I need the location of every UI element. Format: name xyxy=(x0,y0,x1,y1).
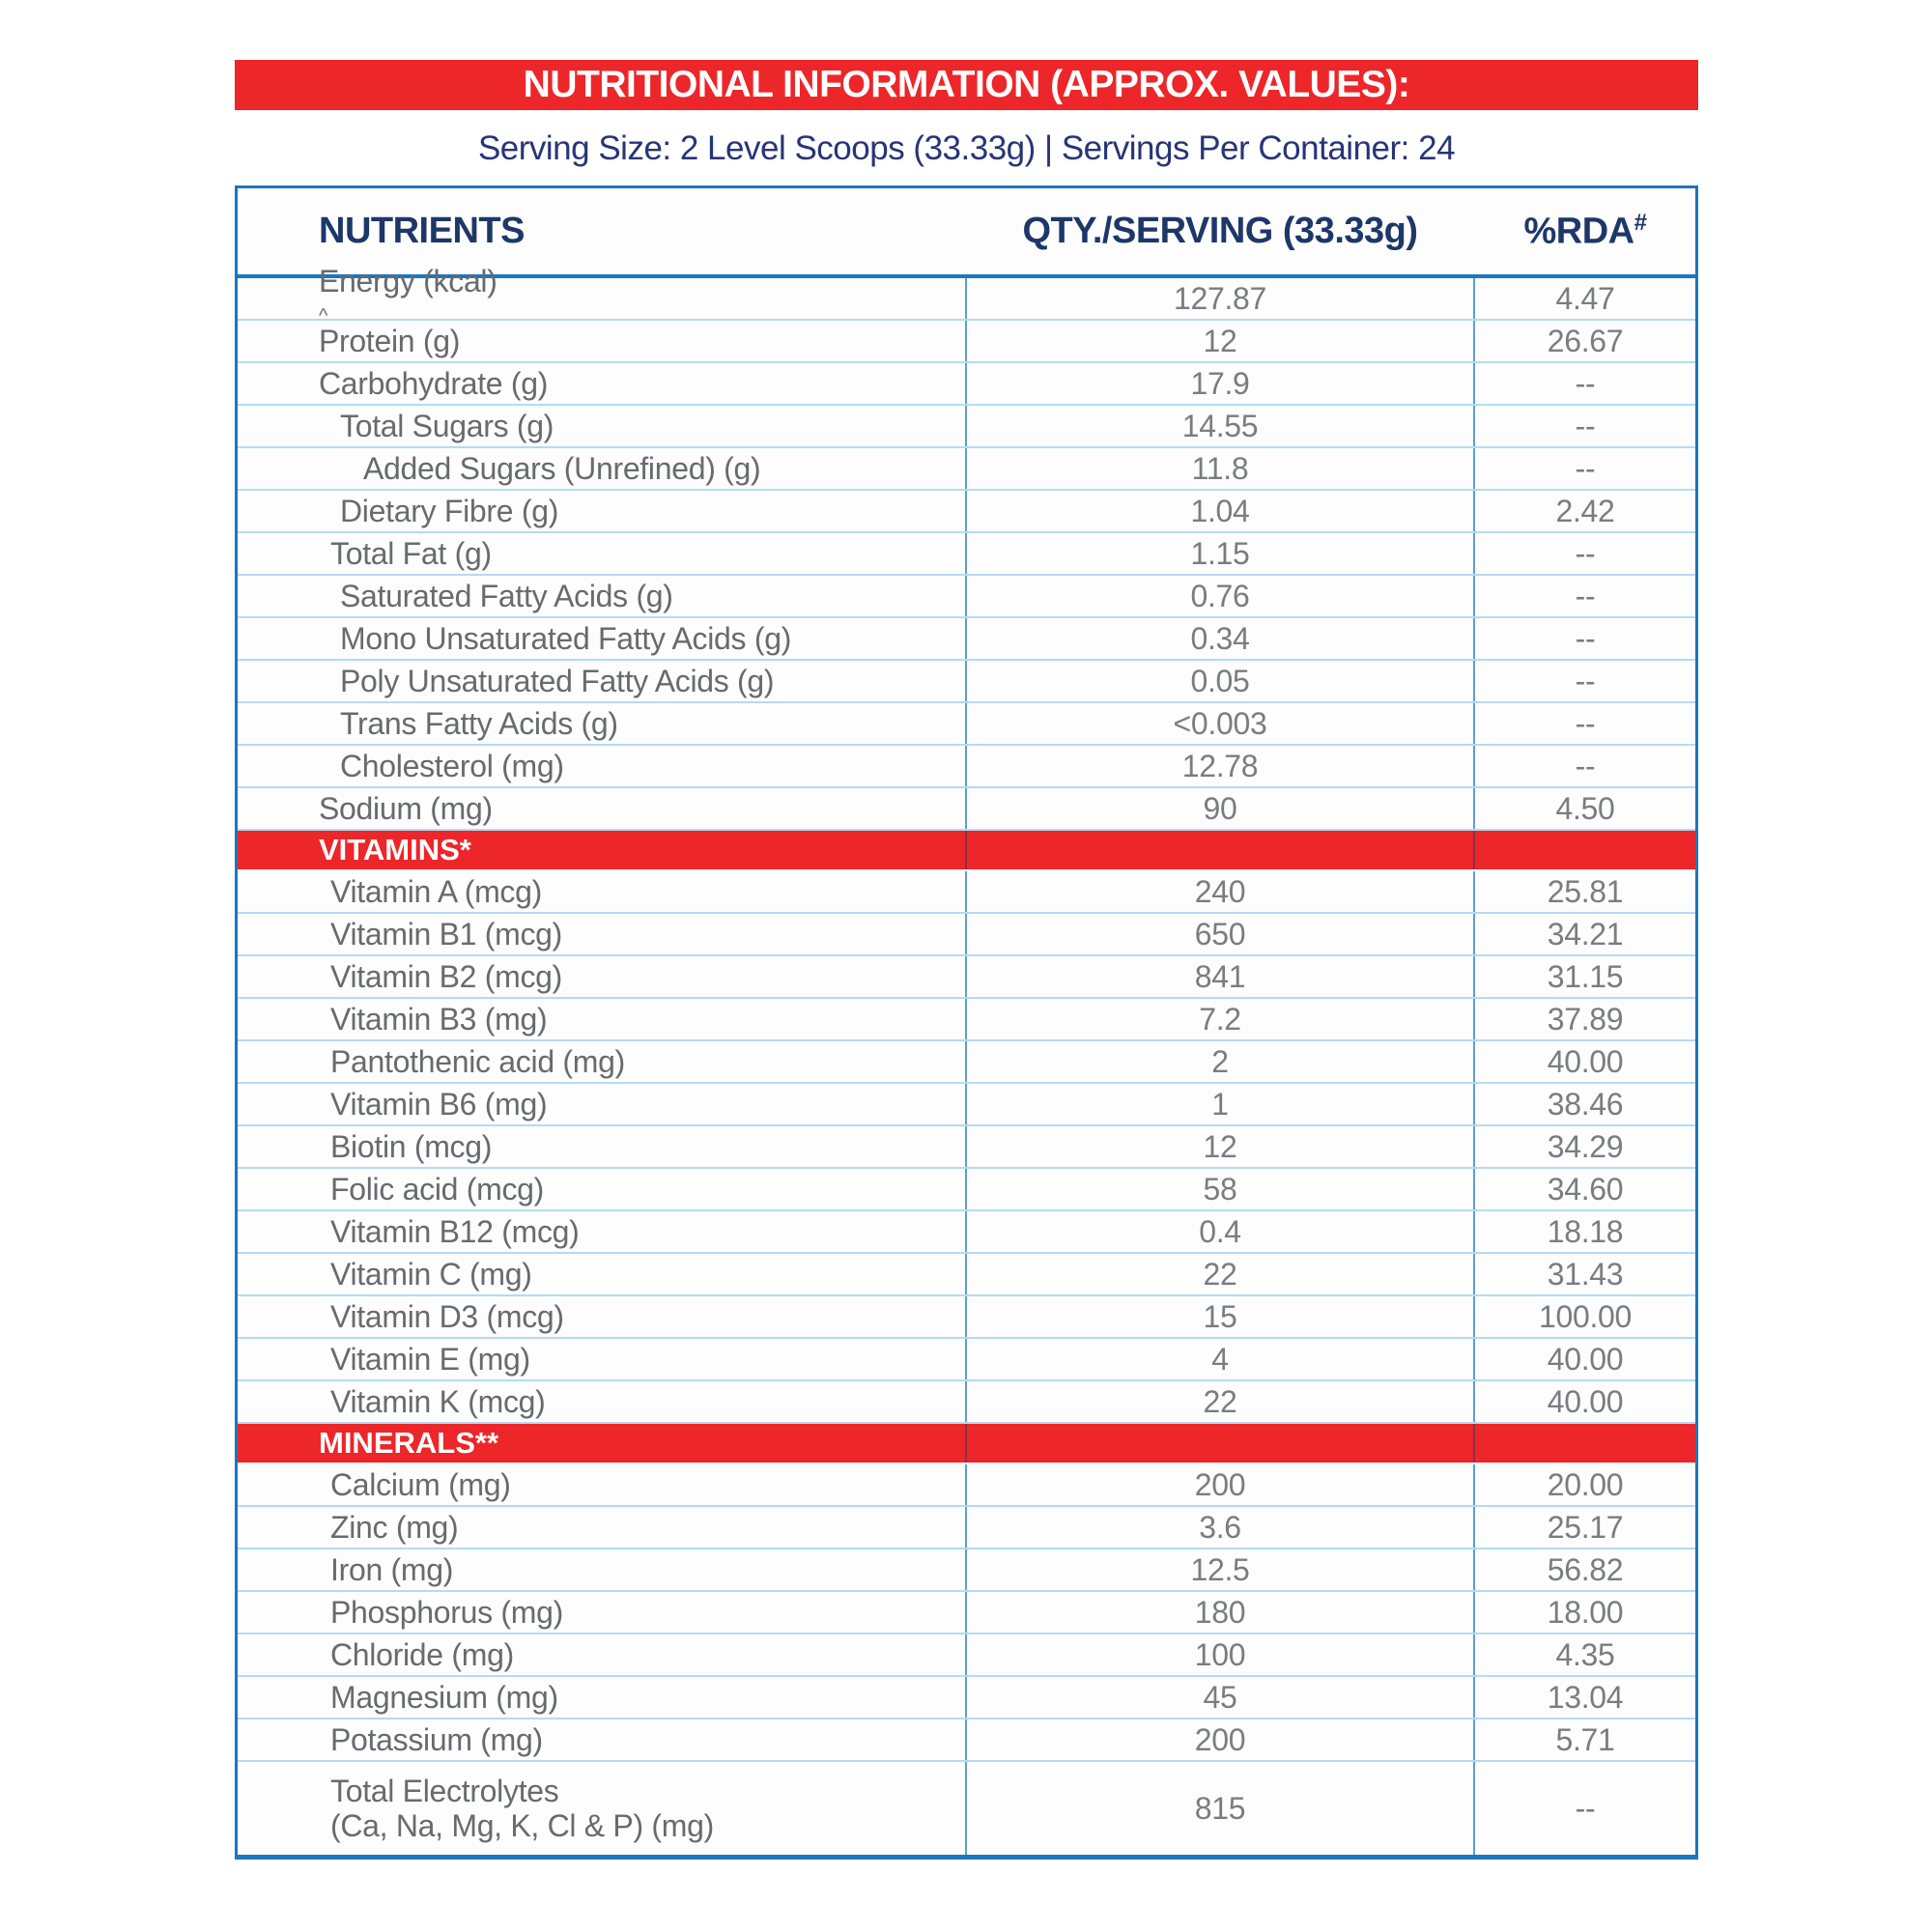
nutrient-name: Vitamin B3 (mg) xyxy=(330,1002,548,1037)
qty-per-serving-value: 7.2 xyxy=(965,999,1475,1039)
table-row xyxy=(238,406,1695,448)
qty-per-serving-value: 12 xyxy=(965,1126,1475,1167)
qty-per-serving-value xyxy=(965,831,1475,869)
table-row xyxy=(238,1719,1695,1762)
rda-percent-value: -- xyxy=(1575,535,1596,571)
nutrient-name: Sodium (mg) xyxy=(319,791,493,826)
nutrient-name: Chloride (mg) xyxy=(330,1637,514,1672)
rda-percent-value: 100.00 xyxy=(1538,1298,1633,1334)
table-row xyxy=(238,1507,1695,1549)
qty-per-serving-value: 1.04 xyxy=(965,491,1475,531)
nutrient-name: Total Fat (g) xyxy=(330,536,492,571)
section-title: VITAMINS* xyxy=(319,833,471,867)
qty-per-serving-value: 1.15 xyxy=(965,533,1475,574)
qty-per-serving-value: 200 xyxy=(965,1719,1475,1760)
rda-percent-value: 31.43 xyxy=(1547,1256,1624,1292)
nutrient-name-line: Total Electrolytes xyxy=(330,1774,559,1808)
rda-percent-value xyxy=(1475,1424,1695,1463)
qty-per-serving-value: 0.34 xyxy=(965,618,1475,659)
rda-percent-value: 2.42 xyxy=(1555,493,1615,528)
qty-per-serving-value: 180 xyxy=(965,1592,1475,1633)
qty-per-serving-value: 1 xyxy=(965,1084,1475,1124)
qty-per-serving-value: <0.003 xyxy=(965,703,1475,744)
rda-percent-value: 4.47 xyxy=(1555,280,1615,316)
table-row xyxy=(238,1126,1695,1169)
qty-per-serving-value: 22 xyxy=(965,1254,1475,1294)
nutrient-name: Mono Unsaturated Fatty Acids (g) xyxy=(340,621,792,656)
nutrient-name: Vitamin A (mcg) xyxy=(330,874,542,909)
rda-percent-value: 34.60 xyxy=(1547,1171,1624,1207)
qty-per-serving-value: 45 xyxy=(965,1677,1475,1718)
nutrient-name: Carbohydrate (g) xyxy=(319,366,549,401)
qty-per-serving-value: 200 xyxy=(965,1464,1475,1505)
table-row xyxy=(238,1762,1695,1855)
nutrient-name: Saturated Fatty Acids (g) xyxy=(340,579,673,613)
nutrient-name: Vitamin D3 (mcg) xyxy=(330,1299,564,1334)
qty-per-serving-value: 0.05 xyxy=(965,661,1475,701)
nutrient-name: Potassium (mg) xyxy=(330,1722,543,1757)
nutrient-name: Poly Unsaturated Fatty Acids (g) xyxy=(340,664,775,698)
table-row xyxy=(238,661,1695,703)
nutrient-name: Zinc (mg) xyxy=(330,1510,459,1545)
nutrient-name-line: (Ca, Na, Mg, K, Cl & P) (mg) xyxy=(330,1808,714,1843)
table-row xyxy=(238,576,1695,618)
rda-percent-value: 40.00 xyxy=(1547,1043,1624,1079)
nutrition-table xyxy=(235,185,1698,1860)
nutrient-name: Vitamin C (mg) xyxy=(330,1257,532,1292)
table-row xyxy=(238,703,1695,746)
rda-percent-value: 26.67 xyxy=(1547,323,1624,358)
table-row xyxy=(238,448,1695,491)
nutrient-name: Trans Fatty Acids (g) xyxy=(340,706,618,741)
nutrient-name: Protein (g) xyxy=(319,324,461,358)
nutrient-name: Vitamin B6 (mg) xyxy=(330,1087,548,1122)
nutrient-name: Vitamin B2 (mcg) xyxy=(330,959,563,994)
table-row xyxy=(238,746,1695,788)
nutrient-name: Vitamin B12 (mcg) xyxy=(330,1214,580,1249)
footnote-caret: ^ xyxy=(319,305,328,327)
nutrient-name: Cholesterol (mg) xyxy=(340,749,564,783)
rda-percent-value: -- xyxy=(1575,748,1596,783)
nutrient-name: Vitamin E (mg) xyxy=(330,1342,530,1377)
qty-per-serving-value: 90 xyxy=(965,788,1475,829)
table-row xyxy=(238,1211,1695,1254)
table-row xyxy=(238,264,1695,327)
rda-percent-value: -- xyxy=(1575,620,1596,656)
nutrient-name: Total Sugars (g) xyxy=(340,409,554,443)
rda-percent-value: 37.89 xyxy=(1547,1001,1624,1037)
table-row xyxy=(238,618,1695,661)
qty-per-serving-value: 841 xyxy=(965,956,1475,997)
qty-per-serving-value: 22 xyxy=(965,1381,1475,1422)
rda-percent-value: -- xyxy=(1575,450,1596,486)
section-band-row xyxy=(238,831,1695,871)
rda-percent-value: 34.21 xyxy=(1547,916,1624,952)
qty-per-serving-value: 11.8 xyxy=(965,448,1475,489)
nutrient-name: Dietary Fibre (g) xyxy=(340,494,559,528)
qty-per-serving-value: 0.76 xyxy=(965,576,1475,616)
qty-per-serving-value: 650 xyxy=(965,914,1475,954)
nutrient-name xyxy=(238,1762,965,1855)
rda-percent-value: 25.17 xyxy=(1547,1509,1624,1545)
qty-per-serving-value: 2 xyxy=(965,1041,1475,1082)
qty-per-serving-value: 815 xyxy=(965,1762,1475,1855)
nutrient-name: Pantothenic acid (mg) xyxy=(330,1044,625,1079)
table-row xyxy=(238,1339,1695,1381)
table-body xyxy=(238,264,1695,1855)
table-row xyxy=(238,363,1695,406)
rda-percent-value: 20.00 xyxy=(1547,1466,1624,1502)
rda-percent-value: -- xyxy=(1575,408,1596,443)
rda-percent-value: 13.04 xyxy=(1547,1679,1624,1715)
rda-percent-value: 18.00 xyxy=(1547,1594,1624,1630)
qty-per-serving-value: 12.5 xyxy=(965,1549,1475,1590)
table-row xyxy=(238,1296,1695,1339)
qty-per-serving-value: 127.87 xyxy=(965,278,1475,319)
nutrient-name: Magnesium (mg) xyxy=(330,1680,558,1715)
rda-percent-value xyxy=(1475,831,1695,869)
nutrient-name: Added Sugars (Unrefined) (g) xyxy=(363,451,761,486)
nutrient-name: Calcium (mg) xyxy=(330,1467,511,1502)
rda-label: %RDA xyxy=(1523,211,1634,252)
table-row xyxy=(238,1464,1695,1507)
table-row xyxy=(238,1677,1695,1719)
rda-percent-value: -- xyxy=(1575,705,1596,741)
rda-percent-value: 40.00 xyxy=(1547,1341,1624,1377)
column-header-rda xyxy=(1475,210,1695,253)
table-row xyxy=(238,914,1695,956)
qty-per-serving-value: 3.6 xyxy=(965,1507,1475,1548)
qty-per-serving-value: 12 xyxy=(965,321,1475,361)
table-row xyxy=(238,871,1695,914)
nutrient-name: Vitamin K (mcg) xyxy=(330,1384,546,1419)
qty-per-serving-value: 15 xyxy=(965,1296,1475,1337)
rda-percent-value: -- xyxy=(1575,365,1596,401)
table-row xyxy=(238,1041,1695,1084)
rda-percent-value: 56.82 xyxy=(1547,1551,1624,1587)
table-row xyxy=(238,1634,1695,1677)
rda-percent-value: 18.18 xyxy=(1547,1213,1624,1249)
rda-percent-value: 25.81 xyxy=(1547,873,1624,909)
column-header-nutrients: NUTRIENTS xyxy=(319,211,525,251)
rda-percent-value: 38.46 xyxy=(1547,1086,1624,1122)
nutrient-name: Vitamin B1 (mcg) xyxy=(330,917,563,952)
table-row xyxy=(238,1549,1695,1592)
rda-percent-value: 40.00 xyxy=(1547,1383,1624,1419)
section-title: MINERALS** xyxy=(319,1426,499,1460)
rda-percent-value: 4.35 xyxy=(1555,1636,1615,1672)
table-row xyxy=(238,788,1695,831)
rda-percent-value: -- xyxy=(1575,1790,1596,1826)
table-row xyxy=(238,956,1695,999)
rda-superscript: # xyxy=(1634,210,1647,237)
rda-percent-value: 5.71 xyxy=(1555,1721,1615,1757)
section-band-row xyxy=(238,1424,1695,1464)
table-row xyxy=(238,1169,1695,1211)
rda-percent-value: -- xyxy=(1575,663,1596,698)
column-header-qty-per-serving: QTY./SERVING (33.33g) xyxy=(1022,211,1418,251)
qty-per-serving-value: 12.78 xyxy=(965,746,1475,786)
rda-percent-value: 4.50 xyxy=(1555,790,1615,826)
table-row xyxy=(238,1381,1695,1424)
qty-per-serving-value: 100 xyxy=(965,1634,1475,1675)
table-row xyxy=(238,999,1695,1041)
qty-per-serving-value: 240 xyxy=(965,871,1475,912)
nutrient-name: Iron (mg) xyxy=(330,1552,454,1587)
nutritional-info-title: NUTRITIONAL INFORMATION (APPROX. VALUES): xyxy=(523,64,1410,105)
qty-per-serving-value: 17.9 xyxy=(965,363,1475,404)
qty-per-serving-value: 58 xyxy=(965,1169,1475,1209)
table-row xyxy=(238,533,1695,576)
table-row xyxy=(238,491,1695,533)
serving-size-line: Serving Size: 2 Level Scoops (33.33g) | Servings Per Container: 24 xyxy=(477,129,1456,167)
rda-percent-value: 31.15 xyxy=(1547,958,1624,994)
table-row xyxy=(238,321,1695,363)
table-row xyxy=(238,1084,1695,1126)
qty-per-serving-value: 0.4 xyxy=(965,1211,1475,1252)
nutritional-info-title-bar xyxy=(235,60,1698,110)
qty-per-serving-value xyxy=(965,1424,1475,1463)
nutrient-name: Folic acid (mcg) xyxy=(330,1172,545,1207)
rda-percent-value: 34.29 xyxy=(1547,1128,1624,1164)
table-row xyxy=(238,1592,1695,1634)
qty-per-serving-value: 14.55 xyxy=(965,406,1475,446)
qty-per-serving-value: 4 xyxy=(965,1339,1475,1379)
table-row xyxy=(238,1254,1695,1296)
nutrient-name: Biotin (mcg) xyxy=(330,1129,493,1164)
rda-percent-value: -- xyxy=(1575,578,1596,613)
nutrient-name: Phosphorus (mg) xyxy=(330,1595,563,1630)
nutrient-name: Energy (kcal) ^ xyxy=(238,278,965,319)
